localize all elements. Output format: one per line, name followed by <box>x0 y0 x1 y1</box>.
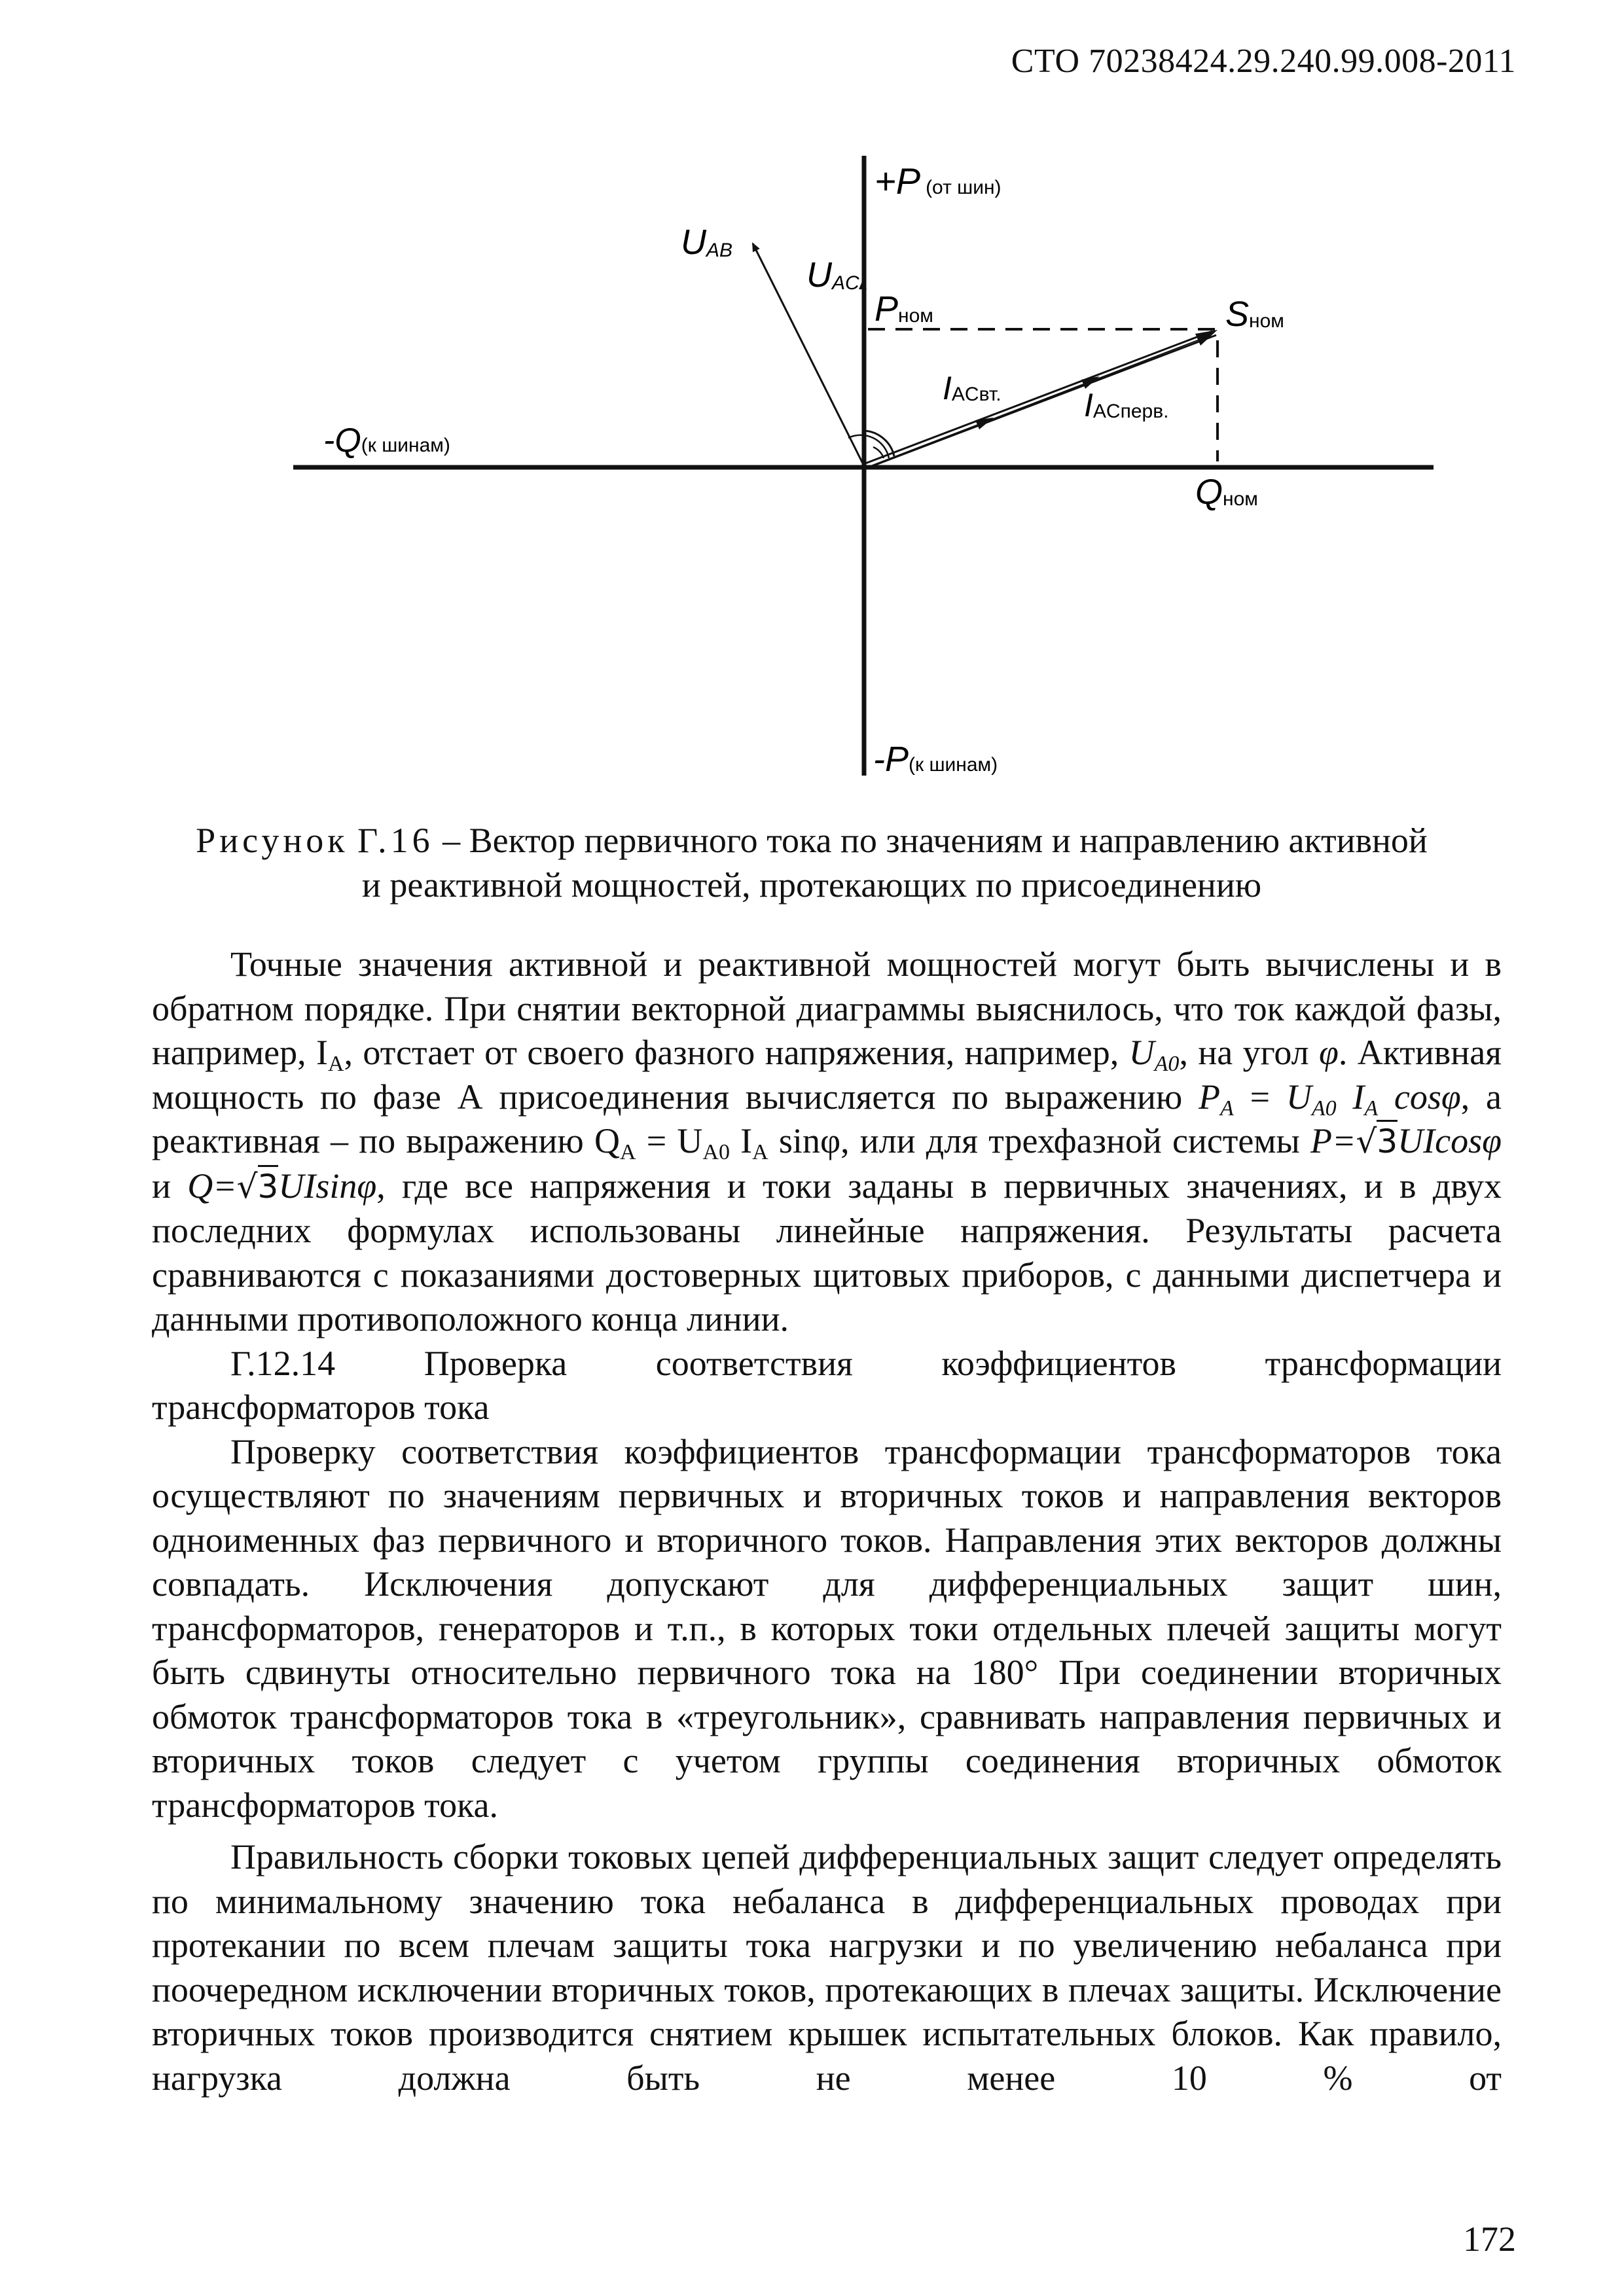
vector-diagram <box>0 144 1624 798</box>
document-code: СТО 70238424.29.240.99.008-2011 <box>1011 43 1516 80</box>
caption-figure-word: Рисунок <box>196 821 349 860</box>
section-number: Г.12.14 <box>230 1343 336 1383</box>
caption-line-1 <box>131 818 1492 863</box>
label-i-ac-primary: IACперв. <box>1084 387 1169 423</box>
s-nom-arrowhead <box>1195 330 1218 346</box>
figure-caption <box>131 818 1492 907</box>
section-heading-line-1: Г.12.14 Проверка соответствия коэффициентов трансформации <box>152 1342 1502 1386</box>
label-p-nom: Pном <box>875 289 933 329</box>
sqrt-symbol: √ <box>1356 1122 1377 1160</box>
label-u-ab: UAB <box>681 223 733 262</box>
section-heading-line-2: трансформаторов тока <box>152 1388 490 1427</box>
angle-arc-outer <box>863 431 894 456</box>
label-u-ac: UAC <box>806 255 859 295</box>
label-minus-p: -P(к шинам) <box>873 740 998 779</box>
label-i-ac-secondary: IACвт. <box>943 370 1001 406</box>
paragraph-differential-assembly: Правильность сборки токовых цепей дифференциальных защит следует определять по минимальному значению тока небаланса в дифференциальных проводах при протекании по всем плечам защиты тока нагрузки и по увеличению небаланса при поочередном исключении вторичных токов, протекающих в плечах защиты. Исключение вторичных токов производится снятием крышек испытательных блоков. Как правило, нагрузка должна быть не менее 10 % от <box>152 1837 1502 2098</box>
paragraph-ct-ratio-check: Проверку соответствия коэффициентов трансформации трансформаторов тока осуществляют по значениям первичных и вторичных токов и направления векторов одноименных фаз первичного и вторичного токов. Направления этих векторов должны совпадать. Исключения допускают для дифференциальных защит шин, трансформаторов, генераторов и т.п., в которых токи отдельных плечей защиты могут быть сдвинуты относительно первичного тока на 180° При соединении вторичных обмоток трансформаторов тока в «треугольник», сравнивать направления первичных и вторичных токов следует с учетом группы соединения вторичных обмоток трансформаторов тока. <box>152 1431 1502 1825</box>
paragraph-power-calculation: Точные значения активной и реактивной мощностей могут быть вычислены и в обратном порядке. При снятии векторной диаграммы выяснилось, что ток каждой фазы, например, $I_A$, отстает от своего фазного напряжения, например, $U_{A0}$, на угол φ. Активная мощность по фазе А присоединения вычисляется по выражению $P_A = U_{A0}$ $I_A$ cosφ, а реактивная – по выражению $Q_A = U_{A0}$ $I_A$ sinφ, или для трехфазной системы P=√3UIcosφ и Q=√3UIsinφ, где все напряжения и токи заданы в первичных значениях, и в двух последних формулах использованы линейные напряжения. Результаты расчета сравниваются с показаниями достоверных щитовых приборов, с данными диспетчера и данными противоположного конца линии. <box>152 944 1502 1338</box>
angle-arc-small <box>873 447 884 458</box>
caption-line-2: и реактивной мощностей, протекающих по присоединению <box>361 865 1262 905</box>
vector-diagram-svg <box>0 144 1624 798</box>
label-minus-q: -Q(к шинам) <box>323 422 450 459</box>
caption-line-1-text: – Вектор первичного тока по значениям и направлению активной <box>442 821 1428 860</box>
page-number: 172 <box>1463 2219 1516 2259</box>
caption-figure-number: Г.16 <box>357 821 434 860</box>
body-text <box>152 942 1502 2100</box>
label-plus-p: +P (от шин) <box>875 160 1001 202</box>
vector-i-ac-secondary <box>865 331 1212 463</box>
sqrt-symbol: √ <box>236 1167 258 1206</box>
i-sec-arrowhead <box>975 418 994 429</box>
label-s-nom: Sном <box>1225 295 1284 334</box>
label-q-nom: Qном <box>1195 473 1258 512</box>
